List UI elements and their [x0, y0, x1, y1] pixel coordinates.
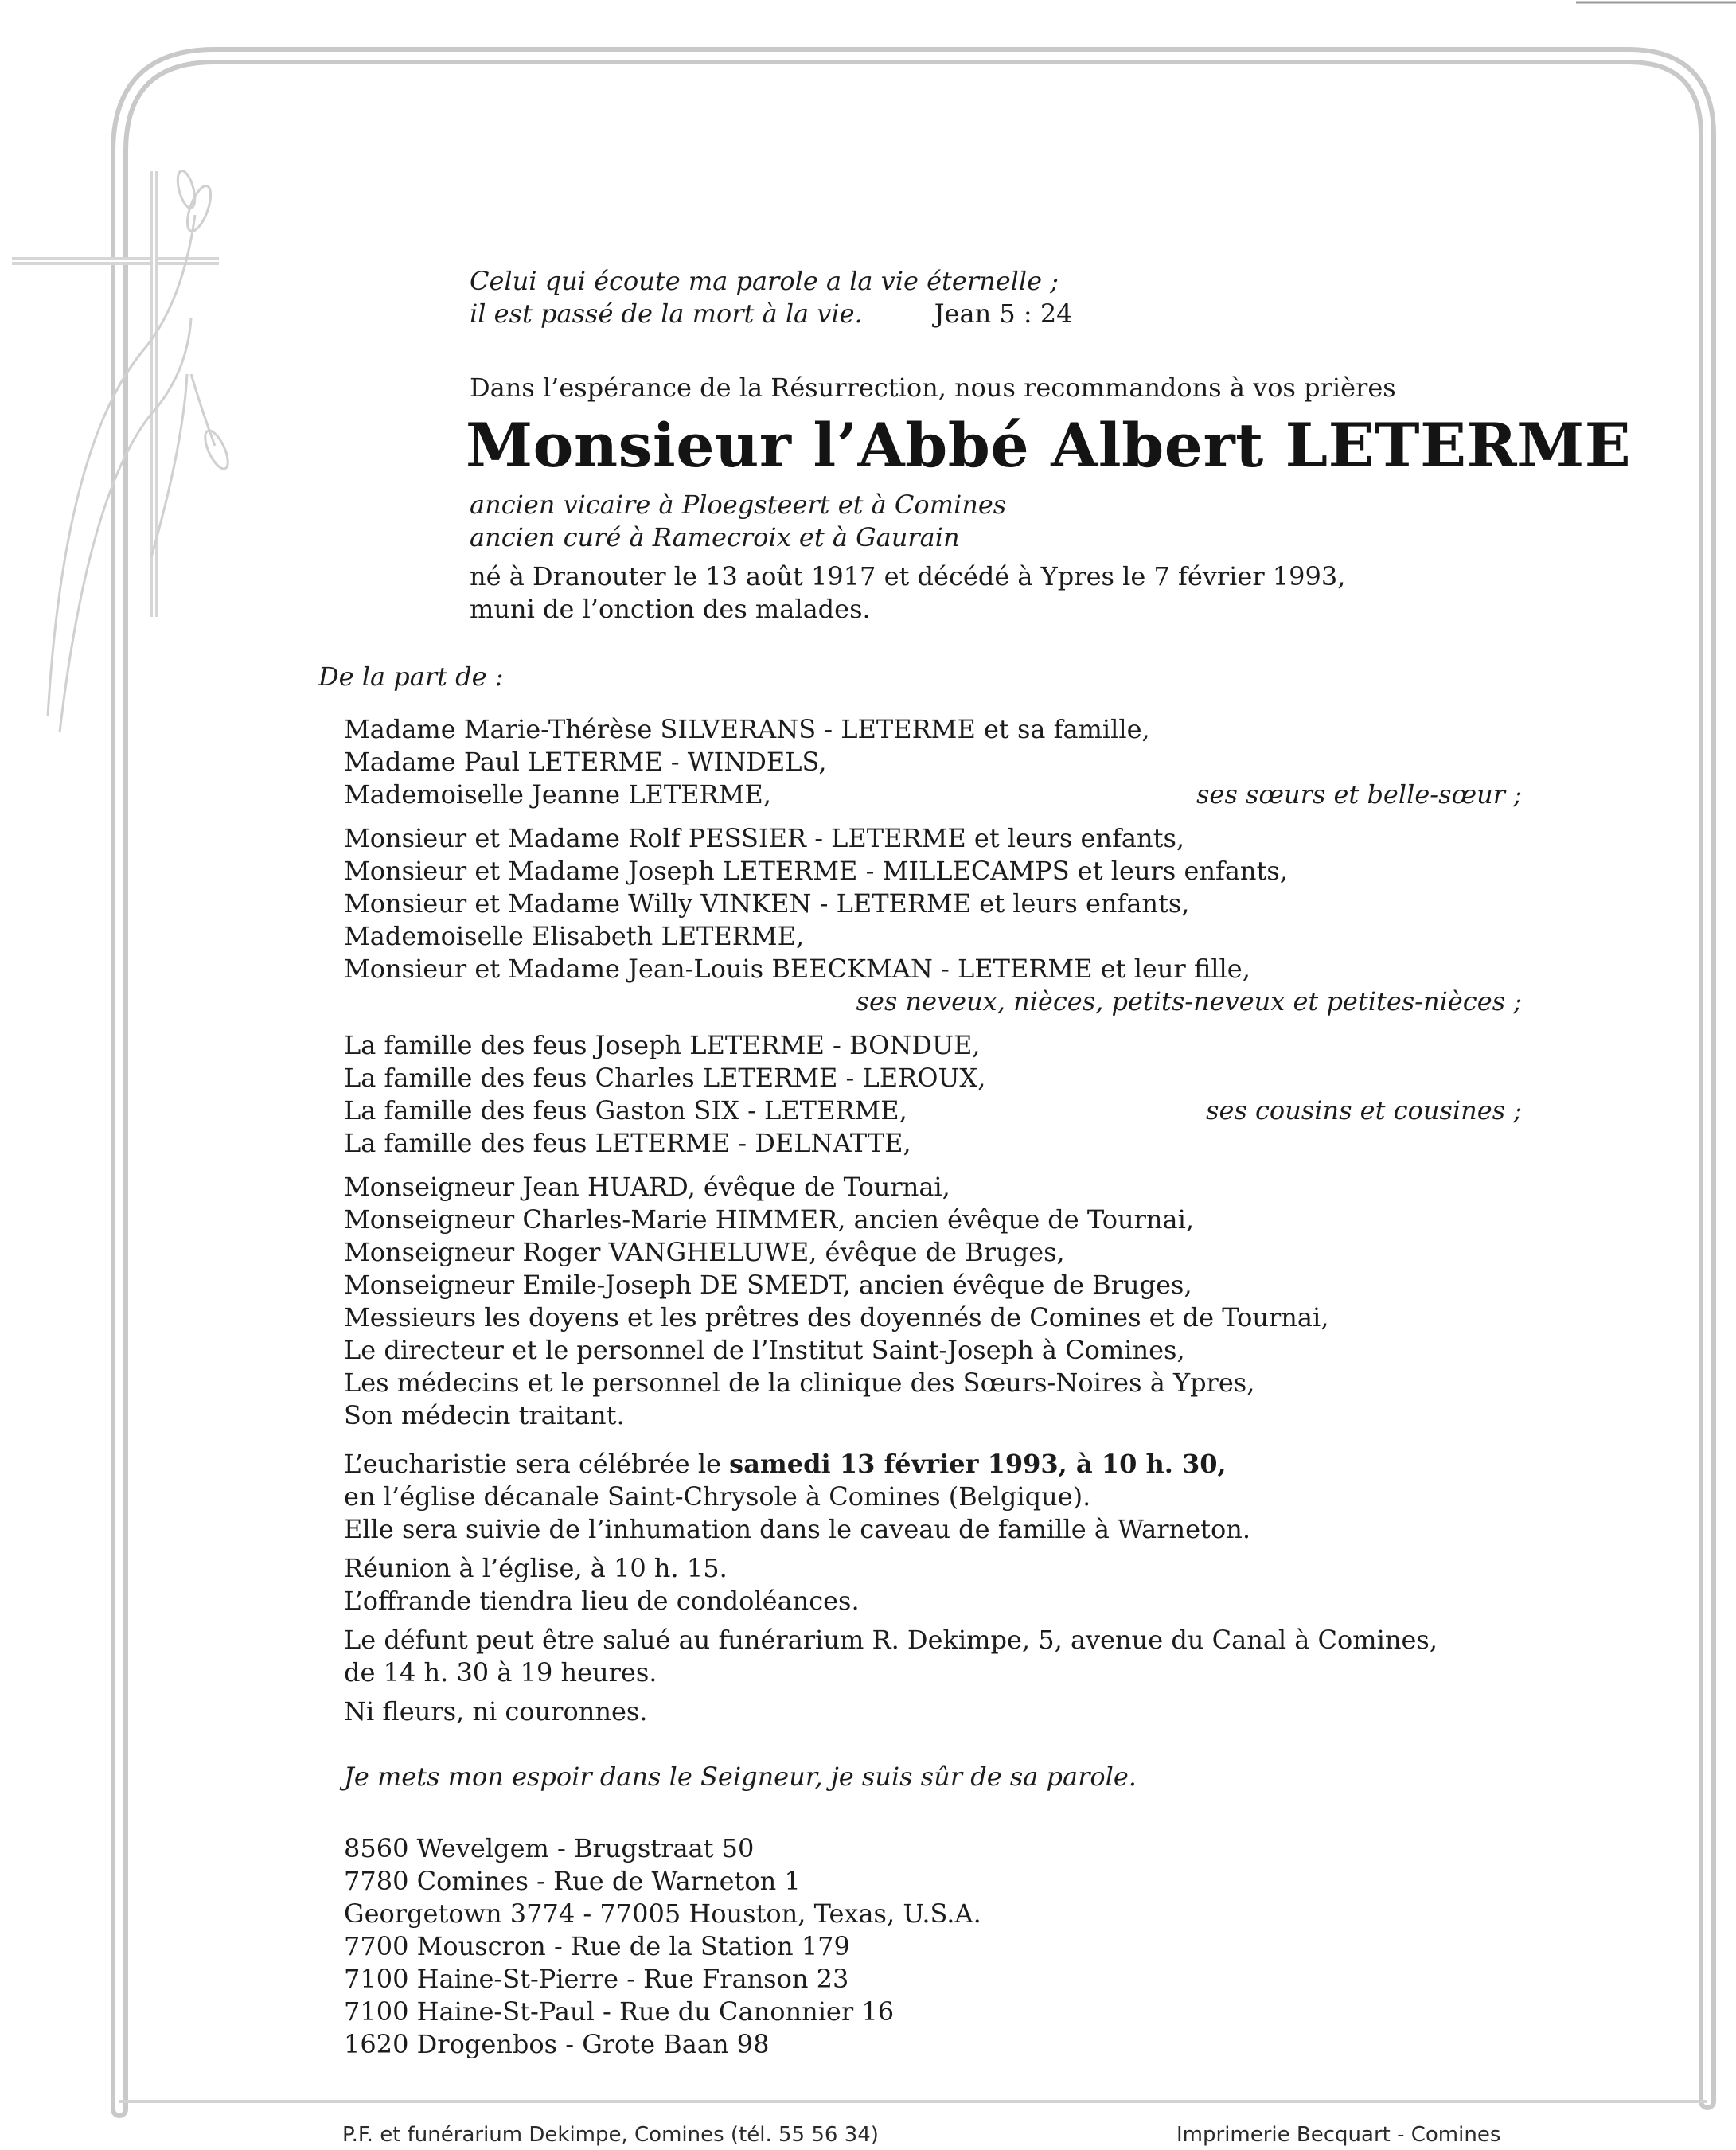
- list-item: [344, 985, 1522, 1018]
- ceremony-line: Elle sera suivie de l’inhumation dans le caveau de famille à Warneton.: [344, 1514, 1250, 1544]
- family-group: [344, 713, 1522, 811]
- list-item: Madame Marie-Thérèse SILVERANS - LETERME et sa famille,: [344, 714, 1150, 744]
- family-group: [344, 822, 1522, 1018]
- title-line: ancien curé à Ramecroix et à Gaurain: [470, 522, 960, 552]
- epigraph-text: il est passé de la mort à la vie.: [470, 299, 863, 329]
- footer-funeral-home: P.F. et funérarium Dekimpe, Comines (tél. 55 56 34): [342, 2123, 879, 2147]
- list-item: Monsieur et Madame Joseph LETERME - MILLECAMPS et leurs enfants,: [344, 856, 1288, 886]
- footer-printer: Imprimerie Becquart - Comines: [1176, 2123, 1501, 2147]
- address-line: 7100 Haine-St-Paul - Rue du Canonnier 16: [344, 1996, 895, 2027]
- list-item: Le directeur et le personnel de l’Institut Saint-Joseph à Comines,: [344, 1335, 1185, 1365]
- list-item: Mademoiselle Jeanne LETERME, ses sœurs et belle-sœur ;: [344, 779, 1522, 810]
- others-group: [344, 1171, 1522, 1432]
- list-item: Monsieur et Madame Jean-Louis BEECKMAN - LETERME et leur fille,: [344, 954, 1250, 984]
- list-item: Monseigneur Jean HUARD, évêque de Tournai,: [344, 1172, 950, 1202]
- list-item: Monseigneur Charles-Marie HIMMER, ancien évêque de Tournai,: [344, 1204, 1195, 1235]
- addresses: [344, 1832, 981, 2061]
- wheat-icon: [48, 169, 232, 732]
- de-la-part-heading: De la part de :: [318, 661, 504, 692]
- address-line: 7100 Haine-St-Pierre - Rue Franson 23: [344, 1964, 849, 1994]
- title-line: ancien vicaire à Ploegsteert et à Comines: [470, 490, 1007, 520]
- address-line: Georgetown 3774 - 77005 Houston, Texas, U.S.A.: [344, 1898, 981, 1929]
- ceremony-date: samedi 13 février 1993, à 10 h. 30,: [729, 1449, 1227, 1479]
- life-line: muni de l’onction des malades.: [470, 594, 871, 624]
- list-item: Mademoiselle Elisabeth LETERME,: [344, 921, 805, 951]
- address-line: 7700 Mouscron - Rue de la Station 179: [344, 1931, 850, 1961]
- epigraph-line-1: Celui qui écoute ma parole a la vie éternelle ;: [470, 266, 1059, 296]
- family-group: [344, 1029, 1522, 1160]
- intro-text: Dans l’espérance de la Résurrection, nous recommandons à vos prières: [470, 373, 1396, 403]
- ceremony-line: Le défunt peut être salué au funérarium R. Dekimpe, 5, avenue du Canal à Comines,: [344, 1625, 1438, 1655]
- list-item: Les médecins et le personnel de la clinique des Sœurs-Noires à Ypres,: [344, 1368, 1255, 1398]
- list-item: Monsieur et Madame Rolf PESSIER - LETERME et leurs enfants,: [344, 823, 1185, 853]
- epigraph-line-2: [470, 298, 1073, 330]
- ceremony-line: Ni fleurs, ni couronnes.: [344, 1696, 648, 1727]
- ceremony-line: en l’église décanale Saint-Chrysole à Comines (Belgique).: [344, 1481, 1091, 1512]
- relation-label: ses cousins et cousines ;: [1206, 1095, 1522, 1126]
- list-item: Monseigneur Emile-Joseph DE SMEDT, ancien évêque de Bruges,: [344, 1270, 1192, 1300]
- address-line: 7780 Comines - Rue de Warneton 1: [344, 1866, 801, 1896]
- ceremony-info: [344, 1448, 1438, 1728]
- list-item: Monsieur et Madame Willy VINKEN - LETERME et leurs enfants,: [344, 888, 1190, 919]
- deceased-details: [470, 489, 1345, 626]
- address-line: 8560 Wevelgem - Brugstraat 50: [344, 1833, 755, 1863]
- deceased-name: Monsieur l’Abbé Albert LETERME: [466, 410, 1632, 481]
- relation-label: ses neveux, nièces, petits-neveux et petites-nièces ;: [856, 986, 1522, 1016]
- ceremony-line: L’eucharistie sera célébrée le samedi 13 février 1993, à 10 h. 30,: [344, 1449, 1227, 1479]
- list-item: La famille des feus LETERME - DELNATTE,: [344, 1128, 911, 1158]
- life-line: né à Dranouter le 13 août 1917 et décédé à Ypres le 7 février 1993,: [470, 561, 1346, 591]
- list-item: Son médecin traitant.: [344, 1400, 625, 1430]
- ceremony-line: Réunion à l’église, à 10 h. 15.: [344, 1553, 728, 1583]
- address-line: 1620 Drogenbos - Grote Baan 98: [344, 2029, 770, 2059]
- list-item: La famille des feus Joseph LETERME - BONDUE,: [344, 1030, 981, 1060]
- list-item: La famille des feus Gaston SIX - LETERME, ses cousins et cousines ;: [344, 1095, 1522, 1126]
- epigraph: [470, 265, 1073, 330]
- ceremony-line: de 14 h. 30 à 19 heures.: [344, 1657, 657, 1688]
- ceremony-line: L’offrande tiendra lieu de condoléances.: [344, 1586, 860, 1616]
- list-item: La famille des feus Charles LETERME - LEROUX,: [344, 1063, 986, 1093]
- list-item: Messieurs les doyens et les prêtres des doyennés de Comines et de Tournai,: [344, 1302, 1329, 1333]
- relation-label: ses sœurs et belle-sœur ;: [1196, 779, 1522, 810]
- list-item: Monseigneur Roger VANGHELUWE, évêque de Bruges,: [344, 1237, 1065, 1267]
- closing-quote: Je mets mon espoir dans le Seigneur, je suis sûr de sa parole.: [344, 1762, 1137, 1792]
- list-item: Madame Paul LETERME - WINDELS,: [344, 747, 827, 777]
- bible-reference: Jean 5 : 24: [934, 299, 1073, 329]
- family-list: [344, 713, 1522, 1432]
